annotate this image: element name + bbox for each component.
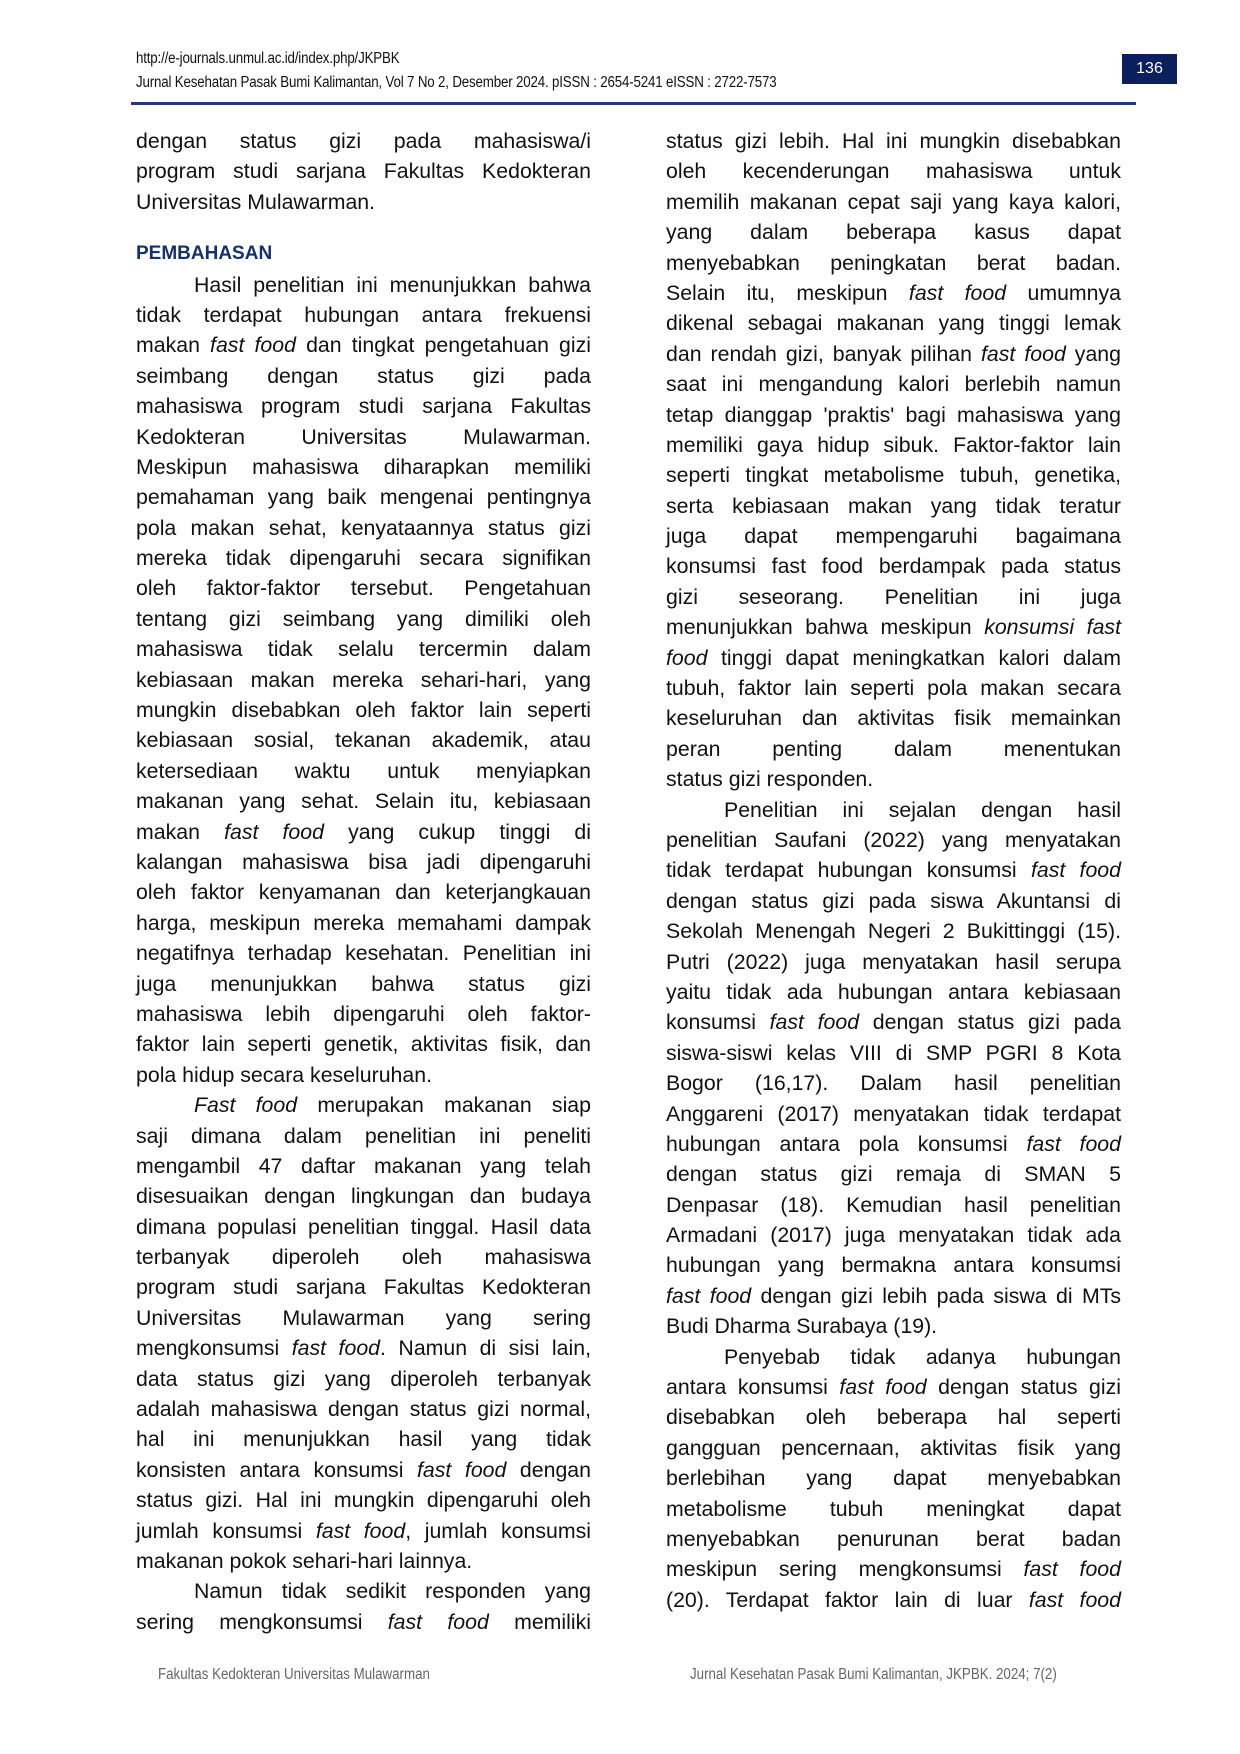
text-line: seimbang dengan status gizi pada bbox=[136, 363, 591, 388]
italic-term: food bbox=[666, 645, 708, 670]
italic-term: fast food bbox=[417, 1457, 507, 1482]
text-line: (20). Terdapat faktor lain di luar fast food bbox=[666, 1587, 1121, 1612]
text-line: memilih makanan cepat saji yang kaya kalori, bbox=[666, 189, 1121, 214]
paragraph bbox=[136, 270, 591, 1091]
text-line: makanan pokok sehari-hari lainnya. bbox=[136, 1548, 473, 1573]
text-line: mahasiswa tidak selalu tercermin dalam bbox=[136, 637, 591, 662]
text-line: oleh kecenderungan mahasiswa untuk bbox=[666, 159, 1121, 184]
page-number-badge: 136 bbox=[1122, 54, 1177, 84]
text-line: serta kebiasaan makan yang tidak teratur bbox=[666, 493, 1121, 518]
italic-term: fast food bbox=[769, 1010, 860, 1035]
text-line: dan rendah gizi, banyak pilihan fast food yang bbox=[666, 341, 1121, 366]
text-line: harga, meskipun mereka memahami dampak bbox=[136, 910, 591, 935]
text-line: Denpasar (18). Kemudian hasil penelitian bbox=[666, 1192, 1121, 1217]
text-line: pola makan sehat, kenyataannya status gizi bbox=[136, 515, 591, 540]
text-line: antara konsumsi fast food dengan status gizi bbox=[666, 1375, 1122, 1400]
paragraph bbox=[136, 1090, 591, 1576]
text-line: faktor lain seperti genetik, aktivitas fisik, dan bbox=[136, 1032, 591, 1057]
text-line: Hasil penelitian ini menunjukkan bahwa bbox=[194, 272, 591, 297]
text-line: mengkonsumsi fast food. Namun di sisi lain, bbox=[136, 1336, 591, 1361]
text-line: mahasiswa lebih dipengaruhi oleh faktor- bbox=[136, 1001, 591, 1026]
italic-term: fast food bbox=[1026, 1131, 1121, 1156]
text-line: seperti tingkat metabolisme tubuh, genetika, bbox=[666, 463, 1121, 488]
paragraph bbox=[666, 126, 1121, 795]
text-line: peran penting dalam menentukan bbox=[666, 736, 1121, 761]
text-line: konsisten antara konsumsi fast food dengan bbox=[136, 1457, 591, 1482]
text-line: food tinggi dapat meningkatkan kalori dalam bbox=[666, 645, 1121, 670]
text-line: Putri (2022) juga menyatakan hasil serupa bbox=[666, 949, 1121, 974]
text-line: memiliki gaya hidup sibuk. Faktor-faktor lain bbox=[666, 432, 1121, 457]
italic-term: Fast food bbox=[194, 1093, 298, 1118]
header-rule bbox=[131, 102, 1136, 105]
text-line: kebiasaan makan mereka sehari-hari, yang bbox=[136, 667, 591, 692]
text-line: Armadani (2017) juga menyatakan tidak ada bbox=[666, 1223, 1121, 1248]
text-line: Budi Dharma Surabaya (19). bbox=[666, 1314, 938, 1339]
text-line: jumlah konsumsi fast food, jumlah konsumsi bbox=[136, 1518, 591, 1543]
italic-term: fast food bbox=[666, 1283, 752, 1308]
italic-term: fast food bbox=[908, 280, 1007, 305]
text-line: pola hidup secara keseluruhan. bbox=[136, 1062, 432, 1087]
text-line: juga menunjukkan bahwa status gizi bbox=[136, 971, 591, 996]
text-line: status gizi lebih. Hal ini mungkin disebabkan bbox=[666, 129, 1121, 153]
text-line: gangguan pencernaan, aktivitas fisik yang bbox=[666, 1435, 1121, 1460]
section-heading: PEMBAHASAN bbox=[136, 243, 273, 265]
footer-citation: Jurnal Kesehatan Pasak Bumi Kalimantan, JKPBK. 2024; 7(2) bbox=[690, 1666, 1057, 1683]
text-line: saat ini mengandung kalori berlebih namun bbox=[666, 372, 1121, 397]
footer-institution: Fakultas Kedokteran Universitas Mulawarman bbox=[158, 1666, 430, 1683]
text-line: makan fast food dan tingkat pengetahuan gizi bbox=[136, 333, 592, 358]
text-line: terbanyak diperoleh oleh mahasiswa bbox=[136, 1245, 591, 1270]
text-line: Anggareni (2017) menyatakan tidak terdapat bbox=[666, 1101, 1121, 1126]
italic-term: fast food bbox=[1030, 858, 1121, 883]
text-line: Kedokteran Universitas Mulawarman. bbox=[136, 424, 591, 449]
text-line: fast food dengan gizi lebih pada siswa di MTs bbox=[666, 1283, 1121, 1308]
text-line: Namun tidak sedikit responden yang bbox=[194, 1579, 591, 1604]
text-line: menyebabkan peningkatan berat badan. bbox=[666, 250, 1121, 275]
italic-term: fast food bbox=[1023, 1557, 1121, 1582]
text-line: mengambil 47 daftar makanan yang telah bbox=[136, 1153, 591, 1178]
text-line: hal ini menunjukkan hasil yang tidak bbox=[136, 1427, 591, 1452]
text-line: tidak terdapat hubungan antara frekuensi bbox=[136, 302, 591, 327]
running-header-journal: Jurnal Kesehatan Pasak Bumi Kalimantan, Vol 7 No 2, Desember 2024. pISSN : 2654-5241 eISSN : 2722-7573 bbox=[136, 74, 777, 91]
text-line: tetap dianggap 'praktis' bagi mahasiswa yang bbox=[666, 402, 1121, 427]
text-line: program studi sarjana Fakultas Kedokteran bbox=[136, 1275, 591, 1300]
intro-paragraph bbox=[136, 126, 591, 217]
italic-term: fast food bbox=[839, 1375, 927, 1400]
italic-term: fast food bbox=[224, 819, 324, 844]
text-line: Sekolah Menengah Negeri 2 Bukittinggi (15). bbox=[666, 919, 1121, 944]
paragraph bbox=[666, 1342, 1121, 1616]
running-header-url[interactable]: http://e-journals.unmul.ac.id/index.php/JKPBK bbox=[136, 50, 400, 67]
text-line: dengan status gizi remaja di SMAN 5 bbox=[666, 1162, 1121, 1187]
text-line: juga dapat mempengaruhi bagaimana bbox=[666, 524, 1121, 549]
text-line: tidak terdapat hubungan konsumsi fast food bbox=[666, 858, 1121, 883]
text-line: Fast food merupakan makanan siap bbox=[194, 1093, 591, 1118]
italic-term: fast food bbox=[981, 341, 1066, 366]
text-line: dikenal sebagai makanan yang tinggi lemak bbox=[666, 311, 1121, 336]
text-line: status gizi. Hal ini mungkin dipengaruhi oleh bbox=[136, 1488, 591, 1513]
text-line: oleh faktor kenyamanan dan keterjangkauan bbox=[136, 880, 591, 905]
text-line: pemahaman yang baik mengenai pentingnya bbox=[136, 485, 591, 510]
text-line: program studi sarjana Fakultas Kedokteran bbox=[136, 159, 591, 184]
italic-term: fast food bbox=[387, 1609, 489, 1634]
text-line: mahasiswa program studi sarjana Fakultas bbox=[136, 394, 591, 419]
text-line: Penyebab tidak adanya hubungan bbox=[724, 1344, 1121, 1369]
text-line: mereka tidak dipengaruhi secara signifikan bbox=[136, 546, 591, 571]
text-line: konsumsi fast food berdampak pada status bbox=[666, 554, 1121, 579]
text-line: Universitas Mulawarman. bbox=[136, 189, 376, 214]
text-line: konsumsi fast food dengan status gizi pada bbox=[666, 1010, 1121, 1035]
italic-term: fast food bbox=[1028, 1587, 1121, 1612]
text-line: yang dalam beberapa kasus dapat bbox=[666, 220, 1121, 245]
right-column bbox=[666, 126, 1121, 1615]
text-line: dengan status gizi pada siswa Akuntansi di bbox=[666, 888, 1121, 913]
italic-term: fast food bbox=[210, 333, 296, 358]
text-line: gizi seseorang. Penelitian ini juga bbox=[666, 584, 1121, 609]
text-line: hubungan yang bermakna antara konsumsi bbox=[666, 1253, 1121, 1278]
text-line: kalangan mahasiswa bisa jadi dipengaruhi bbox=[136, 849, 591, 874]
text-line: tentang gizi seimbang yang dimiliki oleh bbox=[136, 606, 591, 631]
text-line: disesuaikan dengan lingkungan dan budaya bbox=[136, 1184, 591, 1209]
text-line: penelitian Saufani (2022) yang menyatakan bbox=[666, 827, 1121, 852]
text-line: Meskipun mahasiswa diharapkan memiliki bbox=[136, 454, 591, 479]
text-line: adalah mahasiswa dengan status gizi normal, bbox=[136, 1397, 591, 1422]
text-line: ketersediaan waktu untuk menyiapkan bbox=[136, 758, 591, 783]
text-line: saji dimana dalam penelitian ini peneliti bbox=[136, 1123, 591, 1148]
text-line: berlebihan yang dapat menyebabkan bbox=[666, 1466, 1121, 1491]
text-line: dimana populasi penelitian tinggal. Hasil data bbox=[136, 1214, 591, 1239]
text-line: negatifnya terhadap kesehatan. Penelitian ini bbox=[136, 941, 591, 966]
text-line: Penelitian ini sejalan dengan hasil bbox=[724, 797, 1121, 822]
paragraph bbox=[666, 795, 1121, 1342]
text-line: meskipun sering mengkonsumsi fast food bbox=[666, 1557, 1121, 1582]
text-line: menyebabkan penurunan berat badan bbox=[666, 1526, 1121, 1551]
text-line: keseluruhan dan aktivitas fisik memainkan bbox=[666, 706, 1121, 731]
text-line: makan fast food yang cukup tinggi di bbox=[136, 819, 592, 844]
text-line: menunjukkan bahwa meskipun konsumsi fast bbox=[666, 615, 1121, 640]
text-line: data status gizi yang diperoleh terbanyak bbox=[136, 1366, 591, 1391]
italic-term: fast food bbox=[291, 1336, 381, 1361]
text-line: disebabkan oleh beberapa hal seperti bbox=[666, 1405, 1121, 1430]
paragraph bbox=[136, 1576, 591, 1637]
left-column bbox=[136, 126, 591, 1637]
text-line: Bogor (16,17). Dalam hasil penelitian bbox=[666, 1071, 1121, 1096]
text-line: dengan status gizi pada mahasiswa/i bbox=[136, 129, 591, 153]
italic-term: fast food bbox=[315, 1518, 406, 1543]
italic-term: konsumsi fast bbox=[984, 615, 1121, 640]
text-line: oleh faktor-faktor tersebut. Pengetahuan bbox=[136, 576, 591, 601]
text-line: kebiasaan sosial, tekanan akademik, atau bbox=[136, 728, 591, 753]
text-line: Universitas Mulawarman yang sering bbox=[136, 1305, 591, 1330]
text-line: tubuh, faktor lain seperti pola makan secara bbox=[666, 676, 1121, 701]
text-line: status gizi responden. bbox=[666, 767, 874, 792]
text-line: makanan yang sehat. Selain itu, kebiasaan bbox=[136, 789, 591, 814]
text-line: sering mengkonsumsi fast food memiliki bbox=[136, 1609, 591, 1634]
text-line: yaitu tidak ada hubungan antara kebiasaan bbox=[666, 979, 1121, 1004]
text-line: mungkin disebabkan oleh faktor lain seperti bbox=[136, 698, 591, 723]
text-line: hubungan antara pola konsumsi fast food bbox=[666, 1131, 1121, 1156]
text-line: metabolisme tubuh meningkat dapat bbox=[666, 1496, 1121, 1521]
text-line: siswa-siswi kelas VIII di SMP PGRI 8 Kota bbox=[666, 1040, 1121, 1065]
text-line: Selain itu, meskipun fast food umumnya bbox=[666, 280, 1121, 305]
